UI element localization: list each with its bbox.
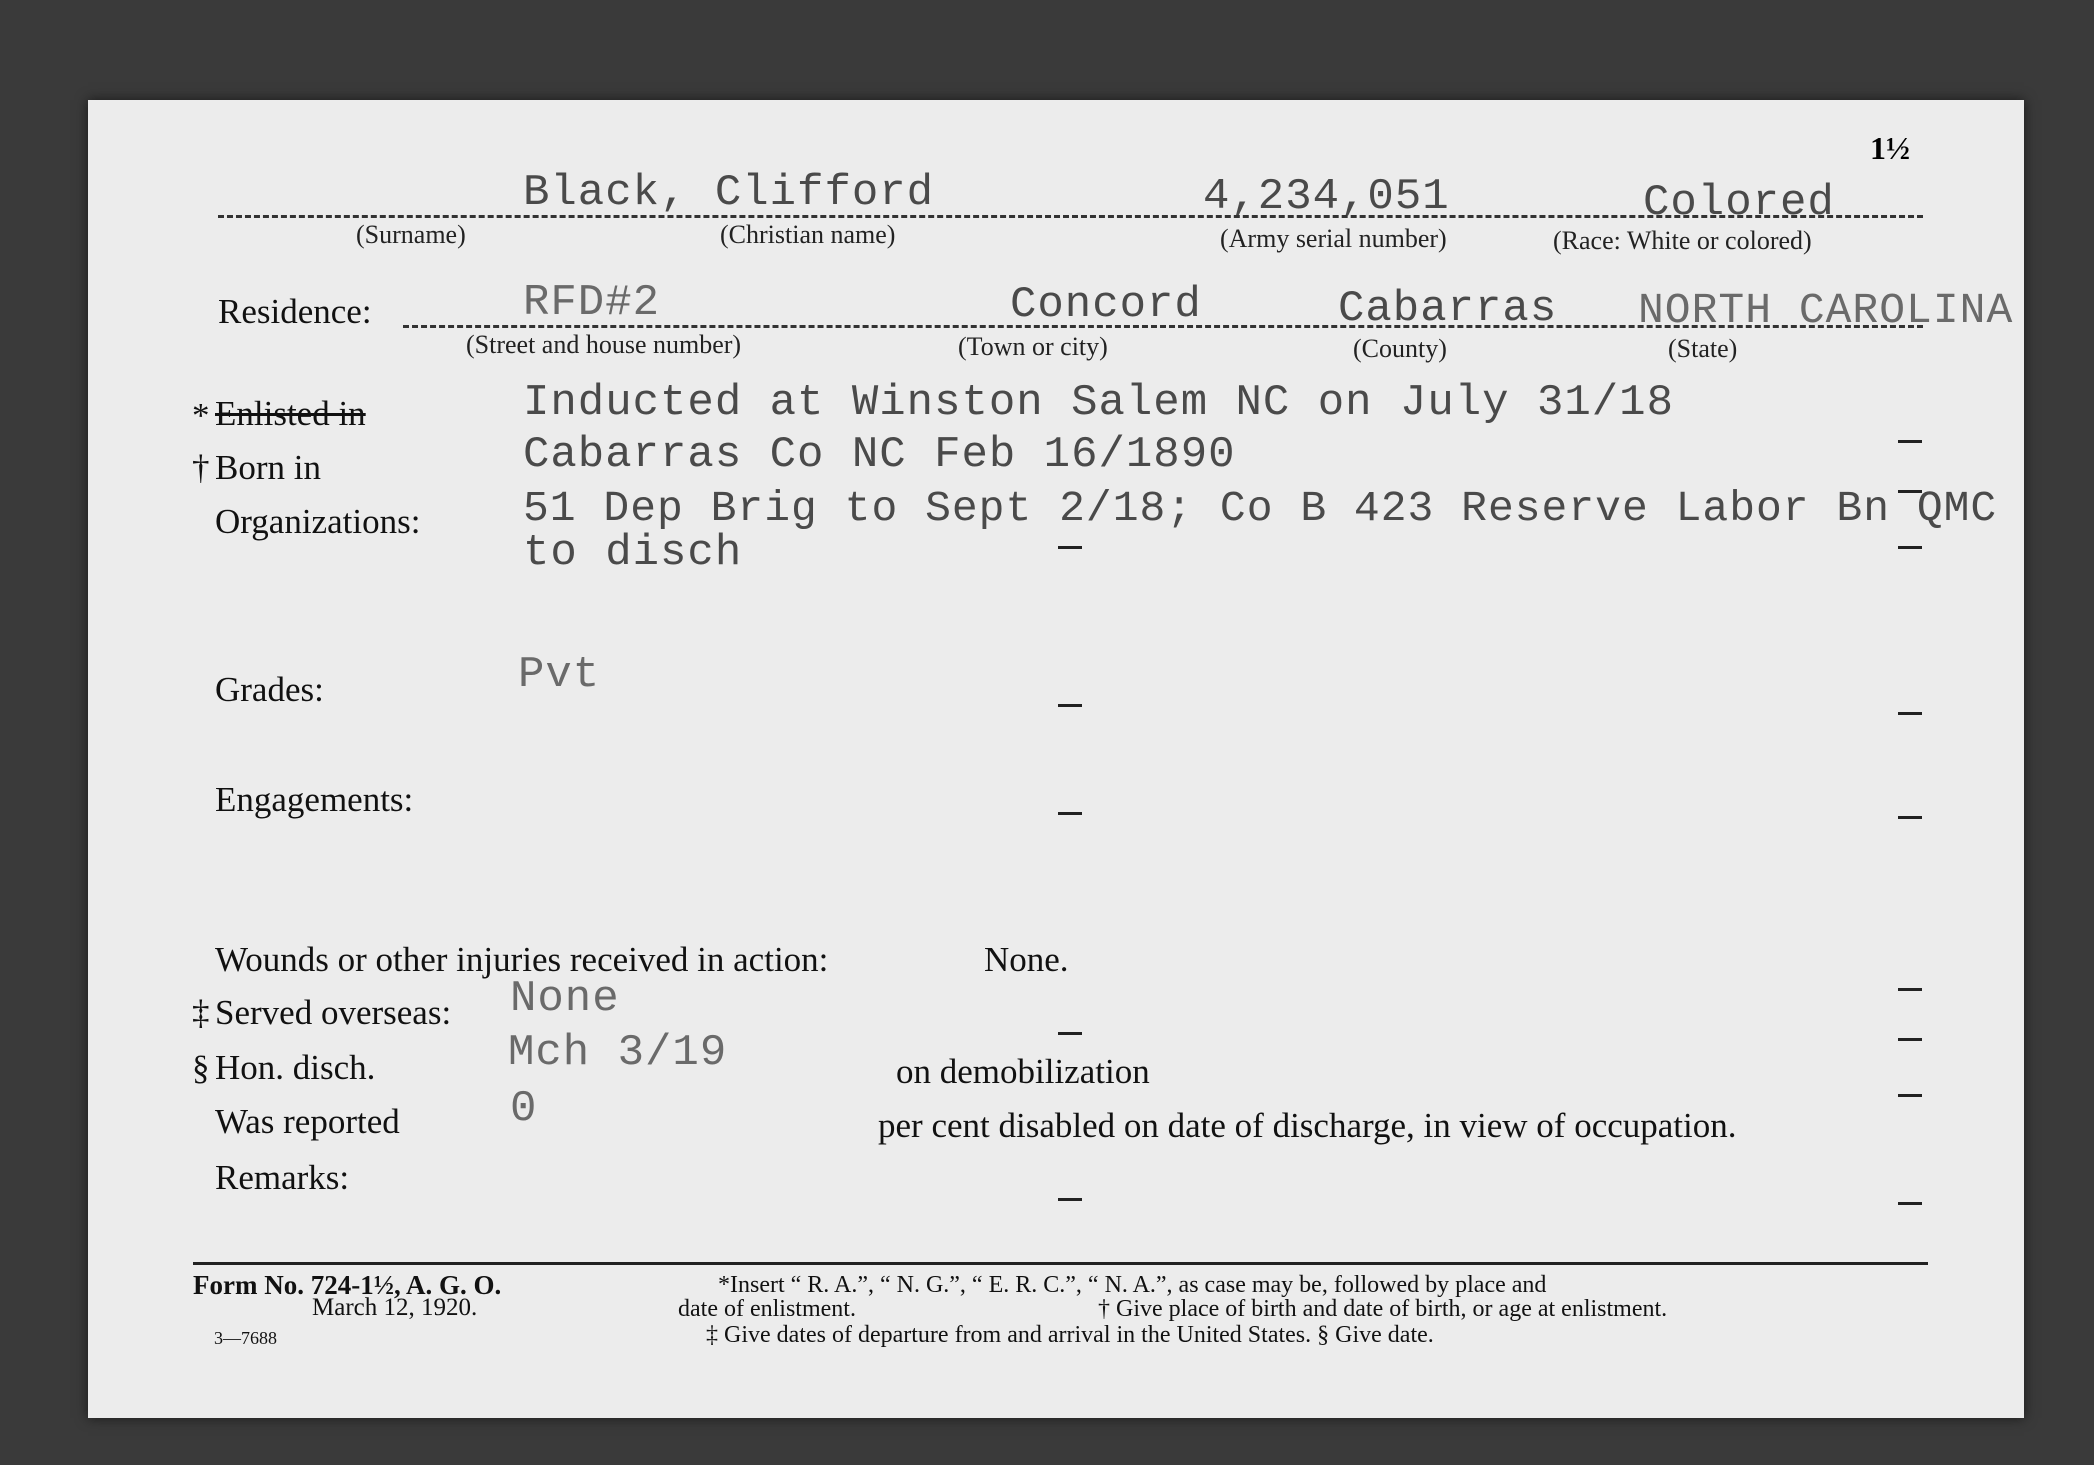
race-caption: (Race: White or colored) <box>1553 226 1812 255</box>
reported-label: Was reported <box>215 1102 400 1141</box>
card-fraction: 1½ <box>1870 130 1910 166</box>
remarks-label: Remarks: <box>215 1158 350 1197</box>
overseas-dash-mid <box>1058 1032 1082 1035</box>
race-value: Colored <box>1643 178 1835 228</box>
residence-label: Residence: <box>218 292 372 331</box>
overseas-marker: ‡ <box>192 993 210 1032</box>
organizations-label: Organizations: <box>215 502 421 541</box>
organizations-dash-mid <box>1058 546 1082 549</box>
form-date: March 12, 1920. <box>312 1294 478 1321</box>
organizations-line1: 51 Dep Brig to Sept 2/18; Co B 423 Reserve Labor Bn QMC <box>523 484 1998 533</box>
disch-label: Hon. disch. <box>215 1048 376 1087</box>
overseas-value: None <box>510 974 620 1024</box>
footnote-2b: † Give place of birth and date of birth, or age at enlistment. <box>1098 1296 1668 1322</box>
reported-value: 0 <box>510 1084 538 1134</box>
overseas-label: Served overseas: <box>215 993 452 1032</box>
state-caption: (State) <box>1668 334 1738 363</box>
reported-suffix: per cent disabled on date of discharge, in view of occupation. <box>878 1106 1737 1145</box>
organizations-line2: to disch <box>523 528 743 578</box>
engagements-label: Engagements: <box>215 780 414 819</box>
engagements-dash-end <box>1898 816 1922 819</box>
enlisted-label: Enlisted in <box>215 394 366 433</box>
form-code: 3—7688 <box>214 1328 277 1348</box>
grades-value: Pvt <box>518 650 601 700</box>
residence-street-value: RFD#2 <box>523 278 661 328</box>
overseas-dash-end <box>1898 988 1922 991</box>
disch-suffix: on demobilization <box>896 1052 1150 1091</box>
residence-dotted-line <box>403 325 1923 328</box>
name-dotted-line <box>218 215 1923 218</box>
surname-caption: (Surname) <box>356 220 466 249</box>
wounds-value: None. <box>984 940 1069 979</box>
residence-state-value: NORTH CAROLINA <box>1638 286 2014 335</box>
serial-number-value: 4,234,051 <box>1203 172 1450 222</box>
remarks-dash-mid <box>1058 1198 1082 1201</box>
disch-dash-end <box>1898 1038 1922 1041</box>
remarks-dash-end <box>1898 1202 1922 1205</box>
town-caption: (Town or city) <box>958 332 1108 361</box>
enlisted-value: Inducted at Winston Salem NC on July 31/18 <box>523 378 1674 428</box>
disch-marker: § <box>192 1048 210 1087</box>
christian-caption: (Christian name) <box>720 220 896 249</box>
serial-caption: (Army serial number) <box>1220 224 1447 253</box>
footer-rule <box>193 1262 1928 1265</box>
organizations-dash-end <box>1898 546 1922 549</box>
enlisted-marker: * <box>192 396 210 435</box>
footnote-2a: date of enlistment. <box>678 1296 856 1322</box>
residence-town-value: Concord <box>1010 280 1202 330</box>
form-number: Form No. 724-1½, A. G. O. <box>193 1270 502 1300</box>
reported-dash-end <box>1898 1094 1922 1097</box>
enlisted-dash <box>1898 440 1922 443</box>
county-caption: (County) <box>1353 334 1447 363</box>
born-marker: † <box>192 448 210 487</box>
born-label: Born in <box>215 448 321 487</box>
footnote-3: ‡ Give dates of departure from and arrival in the United States. § Give date. <box>706 1322 1434 1348</box>
surname-christian-value: Black, Clifford <box>523 168 935 218</box>
service-record-card <box>88 100 2024 1418</box>
grades-dash-mid <box>1058 704 1082 707</box>
disch-value: Mch 3/19 <box>508 1028 728 1078</box>
grades-label: Grades: <box>215 670 324 709</box>
engagements-dash-mid <box>1058 812 1082 815</box>
wounds-label: Wounds or other injuries received in action: <box>215 940 829 979</box>
street-caption: (Street and house number) <box>466 330 742 359</box>
footnote-1: *Insert “ R. A.”, “ N. G.”, “ E. R. C.”, “ N. A.”, as case may be, followed by place and <box>718 1272 1547 1298</box>
born-value: Cabarras Co NC Feb 16/1890 <box>523 430 1236 480</box>
grades-dash-end <box>1898 712 1922 715</box>
residence-county-value: Cabarras <box>1338 284 1558 334</box>
